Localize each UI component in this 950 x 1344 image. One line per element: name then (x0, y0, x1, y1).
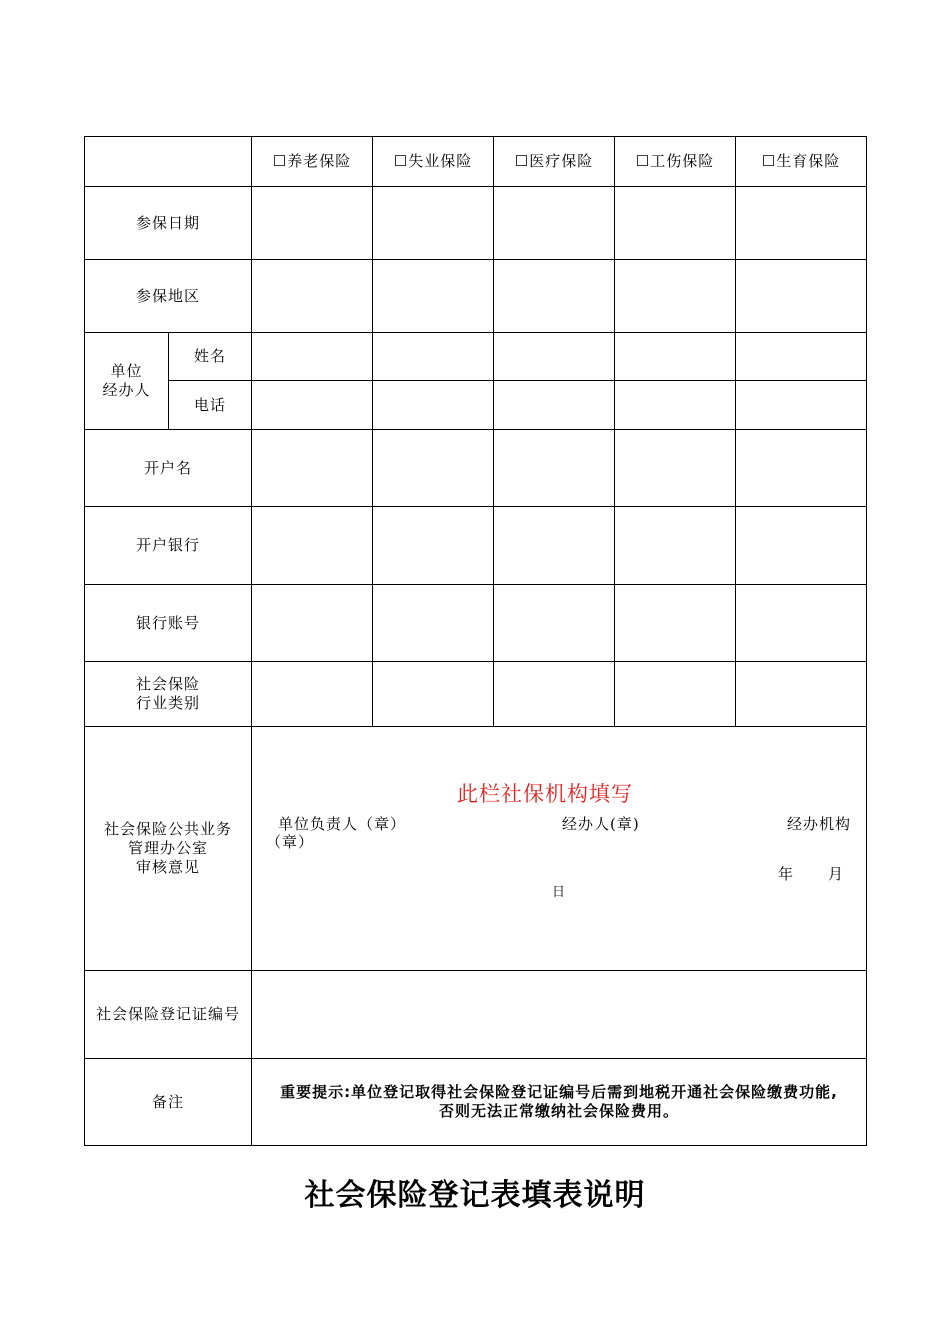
account-name-cell[interactable] (615, 430, 736, 507)
industry-category-cell[interactable] (615, 662, 736, 727)
bank-cell[interactable] (494, 507, 615, 585)
industry-category-cell[interactable] (373, 662, 494, 727)
account-name-cell[interactable] (373, 430, 494, 507)
medical-insurance-checkbox[interactable]: ☐医疗保险 (494, 137, 615, 187)
review-opinion-cell[interactable] (252, 727, 867, 971)
account-number-cell[interactable] (736, 585, 867, 662)
agency-stamp-label: （章） (266, 833, 315, 851)
bank-cell[interactable] (736, 507, 867, 585)
enroll-date-cell[interactable] (615, 187, 736, 260)
enroll-region-cell[interactable] (494, 260, 615, 333)
account-number-cell[interactable] (373, 585, 494, 662)
unit-agent-label: 单位 经办人 (85, 333, 169, 430)
enroll-date-cell[interactable] (252, 187, 373, 260)
certificate-number-label: 社会保险登记证编号 (85, 971, 252, 1059)
review-opinion-label: 社会保险公共业务 管理办公室 审核意见 (85, 727, 252, 971)
unit-head-stamp-label: 单位负责人（章） (278, 815, 407, 833)
bank-label: 开户银行 (85, 507, 252, 585)
agent-phone-cell[interactable] (615, 381, 736, 430)
agent-phone-cell[interactable] (252, 381, 373, 430)
bank-cell[interactable] (373, 507, 494, 585)
account-name-cell[interactable] (252, 430, 373, 507)
enroll-date-cell[interactable] (736, 187, 867, 260)
enroll-region-cell[interactable] (252, 260, 373, 333)
agent-name-cell[interactable] (494, 333, 615, 381)
month-label: 月 (828, 865, 845, 883)
enroll-date-cell[interactable] (373, 187, 494, 260)
bank-cell[interactable] (615, 507, 736, 585)
agent-phone-label: 电话 (169, 381, 252, 430)
instructions-title: 社会保险登记表填表说明 (304, 1178, 646, 1213)
agent-phone-cell[interactable] (736, 381, 867, 430)
account-number-cell[interactable] (494, 585, 615, 662)
account-name-cell[interactable] (736, 430, 867, 507)
account-number-cell[interactable] (252, 585, 373, 662)
industry-category-cell[interactable] (252, 662, 373, 727)
agent-name-cell[interactable] (736, 333, 867, 381)
account-name-cell[interactable] (494, 430, 615, 507)
agent-phone-cell[interactable] (373, 381, 494, 430)
enroll-region-label: 参保地区 (85, 260, 252, 333)
enroll-region-cell[interactable] (736, 260, 867, 333)
enroll-region-cell[interactable] (615, 260, 736, 333)
agent-name-cell[interactable] (615, 333, 736, 381)
agent-name-cell[interactable] (373, 333, 494, 381)
enroll-region-cell[interactable] (373, 260, 494, 333)
enroll-date-cell[interactable] (494, 187, 615, 260)
maternity-insurance-checkbox[interactable]: ☐生育保险 (736, 137, 867, 187)
account-name-label: 开户名 (85, 430, 252, 507)
agency-fill-note: 此栏社保机构填写 (457, 782, 633, 806)
agency-label: 经办机构 (787, 815, 852, 833)
agent-name-cell[interactable] (252, 333, 373, 381)
handler-stamp-label: 经办人(章) (562, 815, 640, 833)
year-label: 年 (778, 865, 795, 883)
review-content (252, 727, 866, 969)
day-label: 日 (552, 885, 567, 900)
corner-cell (85, 137, 252, 187)
account-number-label: 银行账号 (85, 585, 252, 662)
industry-category-cell[interactable] (494, 662, 615, 727)
registration-table (84, 136, 867, 1146)
account-number-cell[interactable] (615, 585, 736, 662)
remark-notice: 重要提示:单位登记取得社会保险登记证编号后需到地税开通社会保险缴费功能, 否则无法正常缴纳社会保险费用。 (252, 1059, 867, 1146)
work-injury-insurance-checkbox[interactable]: ☐工伤保险 (615, 137, 736, 187)
agent-phone-cell[interactable] (494, 381, 615, 430)
certificate-number-cell[interactable] (252, 971, 867, 1059)
remark-label: 备注 (85, 1059, 252, 1146)
agent-name-label: 姓名 (169, 333, 252, 381)
pension-insurance-checkbox[interactable]: ☐养老保险 (252, 137, 373, 187)
industry-category-cell[interactable] (736, 662, 867, 727)
bank-cell[interactable] (252, 507, 373, 585)
industry-category-label: 社会保险 行业类别 (85, 662, 252, 727)
enroll-date-label: 参保日期 (85, 187, 252, 260)
unemployment-insurance-checkbox[interactable]: ☐失业保险 (373, 137, 494, 187)
